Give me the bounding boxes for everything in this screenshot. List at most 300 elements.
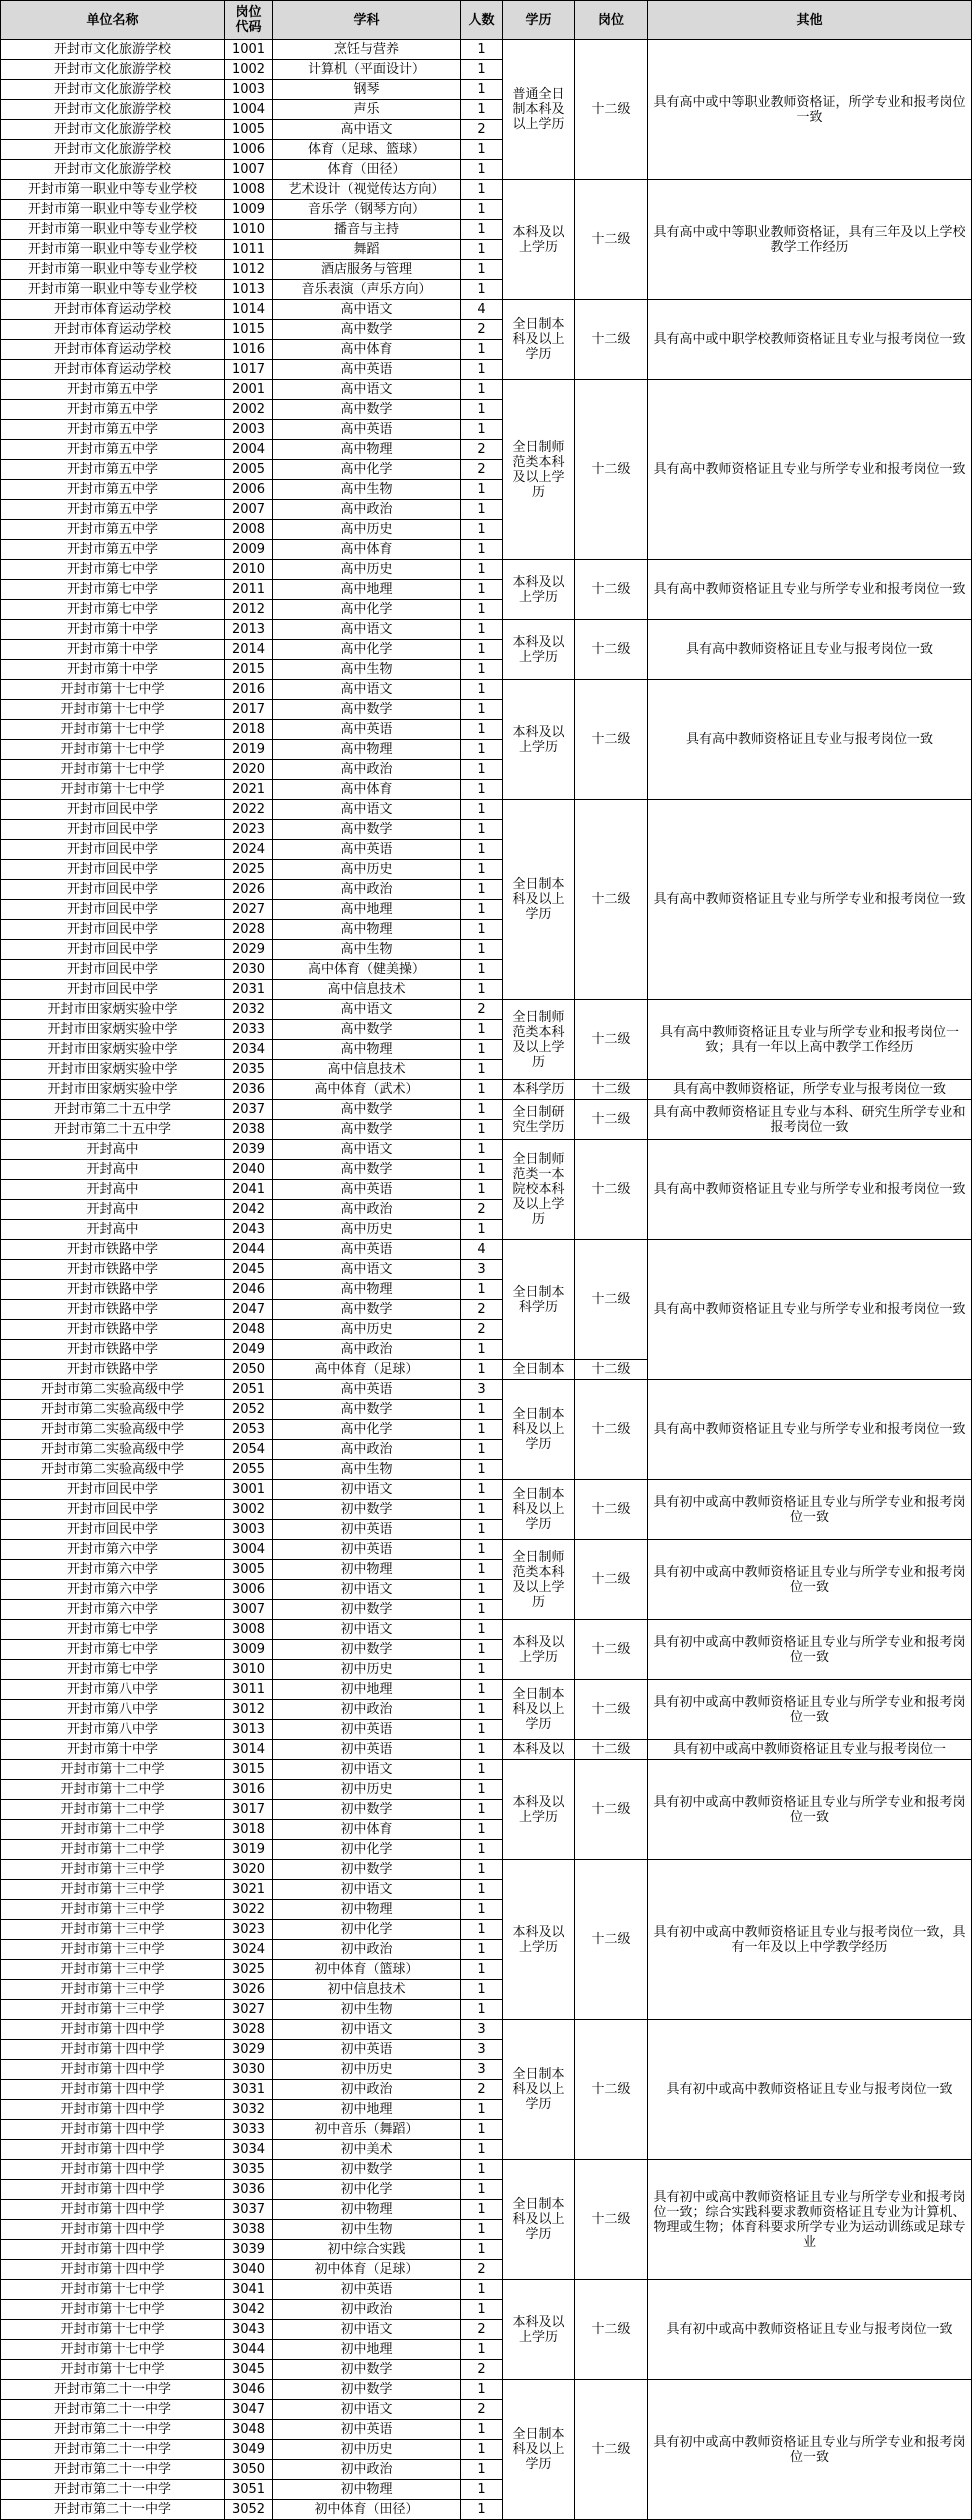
subject-cell: 高中化学: [273, 600, 461, 620]
education-cell: 本科及以上学历: [503, 620, 575, 680]
code-cell: 1006: [225, 140, 273, 160]
code-cell: 3047: [225, 2400, 273, 2420]
other-cell: 具有高中教师资格证且专业与所学专业和报考岗位一致: [648, 1380, 972, 1480]
code-cell: 1016: [225, 340, 273, 360]
count-cell: 1: [461, 340, 503, 360]
unit-cell: 开封市第十七中学: [1, 720, 225, 740]
unit-cell: 开封市田家炳实验中学: [1, 1040, 225, 1060]
subject-cell: 高中语文: [273, 800, 461, 820]
count-cell: 1: [461, 520, 503, 540]
count-cell: 3: [461, 1380, 503, 1400]
code-cell: 3032: [225, 2100, 273, 2120]
subject-cell: 高中语文: [273, 380, 461, 400]
other-cell: 具有初中或高中教师资格证且专业与所学专业和报考岗位一致；综合实践科要求教师资格证且专业为计算机、物理或生物；体育科要求所学专业为运动训练或足球专业: [648, 2160, 972, 2280]
education-cell: 本科及以上学历: [503, 1760, 575, 1860]
education-cell: 本科及以: [503, 1740, 575, 1760]
count-cell: 1: [461, 1780, 503, 1800]
count-cell: 1: [461, 1520, 503, 1540]
subject-cell: 高中英语: [273, 1380, 461, 1400]
unit-cell: 开封市第十三中学: [1, 1940, 225, 1960]
code-cell: 2052: [225, 1400, 273, 1420]
subject-cell: 初中数学: [273, 1640, 461, 1660]
unit-cell: 开封高中: [1, 1180, 225, 1200]
count-cell: 1: [461, 1560, 503, 1580]
unit-cell: 开封市第十四中学: [1, 2080, 225, 2100]
subject-cell: 初中化学: [273, 2180, 461, 2200]
unit-cell: 开封市回民中学: [1, 920, 225, 940]
subject-cell: 高中信息技术: [273, 980, 461, 1000]
unit-cell: 开封市第十二中学: [1, 1760, 225, 1780]
subject-cell: 高中语文: [273, 120, 461, 140]
unit-cell: 开封市第七中学: [1, 1620, 225, 1640]
subject-cell: 初中体育（足球）: [273, 2260, 461, 2280]
count-cell: 1: [461, 1840, 503, 1860]
subject-cell: 高中历史: [273, 520, 461, 540]
subject-cell: 高中英语: [273, 420, 461, 440]
unit-cell: 开封市第五中学: [1, 380, 225, 400]
subject-cell: 初中地理: [273, 1680, 461, 1700]
count-cell: 1: [461, 140, 503, 160]
count-cell: 1: [461, 1500, 503, 1520]
code-cell: 2005: [225, 460, 273, 480]
level-cell: 十二级: [575, 1000, 648, 1080]
code-cell: 2028: [225, 920, 273, 940]
count-cell: 2: [461, 1300, 503, 1320]
other-cell: 具有高中教师资格证且专业与所学专业和报考岗位一致: [648, 560, 972, 620]
subject-cell: 初中物理: [273, 1900, 461, 1920]
count-cell: 1: [461, 1660, 503, 1680]
other-cell: 具有初中或高中教师资格证且专业与所学专业和报考岗位一致: [648, 1620, 972, 1680]
count-cell: 1: [461, 940, 503, 960]
count-cell: 1: [461, 1080, 503, 1100]
code-cell: 3016: [225, 1780, 273, 1800]
count-cell: 1: [461, 1820, 503, 1840]
subject-cell: 初中历史: [273, 2440, 461, 2460]
level-cell: 十二级: [575, 2020, 648, 2160]
count-cell: 4: [461, 300, 503, 320]
code-cell: 3023: [225, 1920, 273, 1940]
subject-cell: 初中政治: [273, 1700, 461, 1720]
code-cell: 2033: [225, 1020, 273, 1040]
code-cell: 2037: [225, 1100, 273, 1120]
count-cell: 1: [461, 1640, 503, 1660]
subject-cell: 高中历史: [273, 1320, 461, 1340]
count-cell: 1: [461, 480, 503, 500]
subject-cell: 初中生物: [273, 2000, 461, 2020]
count-cell: 1: [461, 640, 503, 660]
level-cell: 十二级: [575, 1100, 648, 1140]
code-cell: 3003: [225, 1520, 273, 1540]
count-cell: 1: [461, 1180, 503, 1200]
unit-cell: 开封市第五中学: [1, 400, 225, 420]
count-cell: 1: [461, 1360, 503, 1380]
subject-cell: 高中语文: [273, 1140, 461, 1160]
code-cell: 2010: [225, 560, 273, 580]
code-cell: 2022: [225, 800, 273, 820]
subject-cell: 高中语文: [273, 300, 461, 320]
code-cell: 3027: [225, 2000, 273, 2020]
education-cell: 全日制本科及以上学历: [503, 2020, 575, 2160]
unit-cell: 开封市铁路中学: [1, 1320, 225, 1340]
code-cell: 1017: [225, 360, 273, 380]
count-cell: 1: [461, 780, 503, 800]
unit-cell: 开封市第十四中学: [1, 2180, 225, 2200]
unit-cell: 开封市第十四中学: [1, 2200, 225, 2220]
code-cell: 2025: [225, 860, 273, 880]
count-cell: 1: [461, 180, 503, 200]
education-cell: 全日制本科及以上学历: [503, 2380, 575, 2520]
subject-cell: 音乐表演（声乐方向）: [273, 280, 461, 300]
count-cell: 1: [461, 40, 503, 60]
code-cell: 3048: [225, 2420, 273, 2440]
count-cell: 1: [461, 2240, 503, 2260]
level-cell: 十二级: [575, 620, 648, 680]
unit-cell: 开封市第十三中学: [1, 1900, 225, 1920]
other-cell: 具有初中或高中教师资格证且专业与报考岗位一致: [648, 2280, 972, 2380]
unit-cell: 开封市第五中学: [1, 520, 225, 540]
code-cell: 3052: [225, 2500, 273, 2520]
subject-cell: 烹饪与营养: [273, 40, 461, 60]
unit-cell: 开封市第十七中学: [1, 2280, 225, 2300]
education-cell: 本科及以上学历: [503, 2280, 575, 2380]
code-cell: 3037: [225, 2200, 273, 2220]
code-cell: 3012: [225, 1700, 273, 1720]
count-cell: 1: [461, 680, 503, 700]
unit-cell: 开封市第二十一中学: [1, 2380, 225, 2400]
count-cell: 1: [461, 1480, 503, 1500]
count-cell: 1: [461, 2380, 503, 2400]
unit-cell: 开封高中: [1, 1200, 225, 1220]
unit-cell: 开封市第十四中学: [1, 2020, 225, 2040]
count-cell: 1: [461, 700, 503, 720]
subject-cell: 声乐: [273, 100, 461, 120]
count-cell: 1: [461, 860, 503, 880]
count-cell: 1: [461, 1880, 503, 1900]
count-cell: 1: [461, 1760, 503, 1780]
subject-cell: 舞蹈: [273, 240, 461, 260]
count-cell: 2: [461, 1200, 503, 1220]
unit-cell: 开封市第八中学: [1, 1700, 225, 1720]
unit-cell: 开封市第十三中学: [1, 1920, 225, 1940]
count-cell: 1: [461, 200, 503, 220]
code-cell: 3050: [225, 2460, 273, 2480]
subject-cell: 初中英语: [273, 1720, 461, 1740]
subject-cell: 高中政治: [273, 760, 461, 780]
count-cell: 1: [461, 600, 503, 620]
education-cell: 全日制师范类本科及以上学历: [503, 1540, 575, 1620]
header-subject: 学科: [273, 1, 461, 40]
unit-cell: 开封市第十二中学: [1, 1800, 225, 1820]
code-cell: 2004: [225, 440, 273, 460]
count-cell: 1: [461, 960, 503, 980]
count-cell: 2: [461, 2260, 503, 2280]
unit-cell: 开封市第十四中学: [1, 2120, 225, 2140]
unit-cell: 开封市第一职业中等专业学校: [1, 220, 225, 240]
unit-cell: 开封市回民中学: [1, 960, 225, 980]
unit-cell: 开封市体育运动学校: [1, 360, 225, 380]
count-cell: 2: [461, 440, 503, 460]
subject-cell: 初中物理: [273, 2200, 461, 2220]
code-cell: 2042: [225, 1200, 273, 1220]
unit-cell: 开封高中: [1, 1220, 225, 1240]
unit-cell: 开封市文化旅游学校: [1, 80, 225, 100]
unit-cell: 开封市第二十一中学: [1, 2400, 225, 2420]
count-cell: 1: [461, 840, 503, 860]
subject-cell: 高中物理: [273, 920, 461, 940]
unit-cell: 开封市第十四中学: [1, 2140, 225, 2160]
unit-cell: 开封市第二十五中学: [1, 1120, 225, 1140]
count-cell: 1: [461, 2160, 503, 2180]
code-cell: 2049: [225, 1340, 273, 1360]
count-cell: 1: [461, 2480, 503, 2500]
unit-cell: 开封市第十七中学: [1, 780, 225, 800]
unit-cell: 开封市回民中学: [1, 940, 225, 960]
count-cell: 1: [461, 60, 503, 80]
count-cell: 1: [461, 1460, 503, 1480]
code-cell: 3010: [225, 1660, 273, 1680]
count-cell: 1: [461, 2460, 503, 2480]
other-cell: 具有初中或高中教师资格证且专业与报考岗位一: [648, 1740, 972, 1760]
code-cell: 1012: [225, 260, 273, 280]
code-cell: 2017: [225, 700, 273, 720]
other-cell: 具有初中或高中教师资格证且专业与报考岗位一致，具有一年及以上中学教学经历: [648, 1860, 972, 2020]
unit-cell: 开封市第十三中学: [1, 2000, 225, 2020]
unit-cell: 开封市第六中学: [1, 1600, 225, 1620]
code-cell: 1004: [225, 100, 273, 120]
header-code: 岗位 代码: [225, 1, 273, 40]
count-cell: 1: [461, 760, 503, 780]
count-cell: 2: [461, 2360, 503, 2380]
code-cell: 2021: [225, 780, 273, 800]
unit-cell: 开封市第一职业中等专业学校: [1, 240, 225, 260]
unit-cell: 开封市第五中学: [1, 460, 225, 480]
unit-cell: 开封市第十七中学: [1, 680, 225, 700]
unit-cell: 开封市第十七中学: [1, 2360, 225, 2380]
code-cell: 1010: [225, 220, 273, 240]
education-cell: 本科及以上学历: [503, 560, 575, 620]
code-cell: 3038: [225, 2220, 273, 2240]
unit-cell: 开封市第二十一中学: [1, 2460, 225, 2480]
count-cell: 1: [461, 2300, 503, 2320]
count-cell: 2: [461, 2080, 503, 2100]
subject-cell: 高中体育: [273, 780, 461, 800]
subject-cell: 高中数学: [273, 1400, 461, 1420]
unit-cell: 开封市第十中学: [1, 1740, 225, 1760]
subject-cell: 初中体育（篮球）: [273, 1960, 461, 1980]
count-cell: 1: [461, 360, 503, 380]
other-cell: 具有高中教师资格证且专业与所学专业和报考岗位一致: [648, 380, 972, 560]
code-cell: 3024: [225, 1940, 273, 1960]
code-cell: 3004: [225, 1540, 273, 1560]
level-cell: 十二级: [575, 1360, 648, 1380]
unit-cell: 开封市第二十一中学: [1, 2420, 225, 2440]
unit-cell: 开封市铁路中学: [1, 1280, 225, 1300]
level-cell: 十二级: [575, 40, 648, 180]
count-cell: 1: [461, 400, 503, 420]
unit-cell: 开封市第一职业中等专业学校: [1, 260, 225, 280]
code-cell: 2015: [225, 660, 273, 680]
unit-cell: 开封市文化旅游学校: [1, 140, 225, 160]
count-cell: 1: [461, 2100, 503, 2120]
subject-cell: 初中历史: [273, 1660, 461, 1680]
unit-cell: 开封市第五中学: [1, 500, 225, 520]
subject-cell: 高中体育（武术）: [273, 1080, 461, 1100]
count-cell: 1: [461, 1940, 503, 1960]
subject-cell: 高中地理: [273, 580, 461, 600]
subject-cell: 高中数学: [273, 700, 461, 720]
subject-cell: 高中历史: [273, 1220, 461, 1240]
education-cell: 全日制师范类一本院校本科及以上学历: [503, 1140, 575, 1240]
count-cell: 1: [461, 1800, 503, 1820]
code-cell: 2053: [225, 1420, 273, 1440]
unit-cell: 开封市第一职业中等专业学校: [1, 280, 225, 300]
code-cell: 3046: [225, 2380, 273, 2400]
subject-cell: 钢琴: [273, 80, 461, 100]
unit-cell: 开封市第二实验高级中学: [1, 1440, 225, 1460]
count-cell: 1: [461, 2440, 503, 2460]
subject-cell: 高中数学: [273, 1100, 461, 1120]
unit-cell: 开封市回民中学: [1, 980, 225, 1000]
code-cell: 2008: [225, 520, 273, 540]
subject-cell: 初中数学: [273, 1500, 461, 1520]
code-cell: 1002: [225, 60, 273, 80]
count-cell: 4: [461, 1240, 503, 1260]
count-cell: 1: [461, 1740, 503, 1760]
count-cell: 1: [461, 240, 503, 260]
code-cell: 2002: [225, 400, 273, 420]
code-cell: 1003: [225, 80, 273, 100]
subject-cell: 高中生物: [273, 480, 461, 500]
unit-cell: 开封市第八中学: [1, 1680, 225, 1700]
count-cell: 1: [461, 220, 503, 240]
count-cell: 1: [461, 1860, 503, 1880]
header-count: 人数: [461, 1, 503, 40]
header-unit: 单位名称: [1, 1, 225, 40]
count-cell: 3: [461, 2060, 503, 2080]
unit-cell: 开封市回民中学: [1, 860, 225, 880]
subject-cell: 体育（田径）: [273, 160, 461, 180]
count-cell: 2: [461, 1320, 503, 1340]
education-cell: 全日制本科学历: [503, 1240, 575, 1360]
code-cell: 3005: [225, 1560, 273, 1580]
count-cell: 1: [461, 1700, 503, 1720]
subject-cell: 高中体育（足球）: [273, 1360, 461, 1380]
education-cell: 全日制本科及以上学历: [503, 300, 575, 380]
unit-cell: 开封市第十七中学: [1, 700, 225, 720]
subject-cell: 高中语文: [273, 620, 461, 640]
code-cell: 2048: [225, 1320, 273, 1340]
subject-cell: 体育（足球、篮球）: [273, 140, 461, 160]
code-cell: 1015: [225, 320, 273, 340]
subject-cell: 初中信息技术: [273, 1980, 461, 2000]
count-cell: 1: [461, 820, 503, 840]
code-cell: 2029: [225, 940, 273, 960]
count-cell: 3: [461, 2040, 503, 2060]
count-cell: 2: [461, 1000, 503, 1020]
count-cell: 1: [461, 740, 503, 760]
subject-cell: 高中历史: [273, 860, 461, 880]
unit-cell: 开封市第十三中学: [1, 1860, 225, 1880]
unit-cell: 开封市第十四中学: [1, 2260, 225, 2280]
other-cell: 具有初中或高中教师资格证且专业与所学专业和报考岗位一致: [648, 1480, 972, 1540]
subject-cell: 高中物理: [273, 740, 461, 760]
subject-cell: 高中体育: [273, 540, 461, 560]
count-cell: 2: [461, 320, 503, 340]
count-cell: 1: [461, 2220, 503, 2240]
unit-cell: 开封市第二十一中学: [1, 2440, 225, 2460]
unit-cell: 开封市文化旅游学校: [1, 40, 225, 60]
subject-cell: 高中数学: [273, 1300, 461, 1320]
subject-cell: 初中政治: [273, 2080, 461, 2100]
subject-cell: 高中英语: [273, 360, 461, 380]
unit-cell: 开封市回民中学: [1, 900, 225, 920]
other-cell: 具有高中教师资格证且专业与所学专业和报考岗位一致: [648, 1140, 972, 1240]
subject-cell: 高中语文: [273, 1000, 461, 1020]
code-cell: 3042: [225, 2300, 273, 2320]
unit-cell: 开封市第一职业中等专业学校: [1, 200, 225, 220]
unit-cell: 开封市第五中学: [1, 540, 225, 560]
subject-cell: 初中英语: [273, 1540, 461, 1560]
code-cell: 3051: [225, 2480, 273, 2500]
code-cell: 3014: [225, 1740, 273, 1760]
unit-cell: 开封市第八中学: [1, 1720, 225, 1740]
count-cell: 1: [461, 1280, 503, 1300]
subject-cell: 播音与主持: [273, 220, 461, 240]
level-cell: 十二级: [575, 800, 648, 1000]
count-cell: 1: [461, 1160, 503, 1180]
subject-cell: 初中生物: [273, 2220, 461, 2240]
unit-cell: 开封市第六中学: [1, 1540, 225, 1560]
level-cell: 十二级: [575, 680, 648, 800]
code-cell: 3025: [225, 1960, 273, 1980]
count-cell: 1: [461, 1020, 503, 1040]
subject-cell: 初中体育: [273, 1820, 461, 1840]
unit-cell: 开封市第二实验高级中学: [1, 1420, 225, 1440]
code-cell: 2012: [225, 600, 273, 620]
unit-cell: 开封市体育运动学校: [1, 300, 225, 320]
unit-cell: 开封市第十中学: [1, 620, 225, 640]
count-cell: 1: [461, 2180, 503, 2200]
unit-cell: 开封市第十三中学: [1, 1880, 225, 1900]
other-cell: 具有高中教师资格证，所学专业与报考岗位一致: [648, 1080, 972, 1100]
code-cell: 3030: [225, 2060, 273, 2080]
subject-cell: 高中体育（健美操）: [273, 960, 461, 980]
code-cell: 2038: [225, 1120, 273, 1140]
code-cell: 2055: [225, 1460, 273, 1480]
count-cell: 1: [461, 1600, 503, 1620]
subject-cell: 初中数学: [273, 1860, 461, 1880]
unit-cell: 开封市铁路中学: [1, 1340, 225, 1360]
code-cell: 3036: [225, 2180, 273, 2200]
subject-cell: 初中政治: [273, 1940, 461, 1960]
subject-cell: 初中英语: [273, 2420, 461, 2440]
unit-cell: 开封高中: [1, 1160, 225, 1180]
count-cell: 1: [461, 2420, 503, 2440]
education-cell: 本科及以上学历: [503, 180, 575, 300]
count-cell: 1: [461, 80, 503, 100]
subject-cell: 高中生物: [273, 940, 461, 960]
code-cell: 3011: [225, 1680, 273, 1700]
subject-cell: 初中历史: [273, 1780, 461, 1800]
count-cell: 1: [461, 1920, 503, 1940]
unit-cell: 开封市第二实验高级中学: [1, 1460, 225, 1480]
code-cell: 2044: [225, 1240, 273, 1260]
header-other: 其他: [648, 1, 972, 40]
unit-cell: 开封市第十二中学: [1, 1840, 225, 1860]
unit-cell: 开封市铁路中学: [1, 1240, 225, 1260]
count-cell: 1: [461, 1100, 503, 1120]
code-cell: 1007: [225, 160, 273, 180]
